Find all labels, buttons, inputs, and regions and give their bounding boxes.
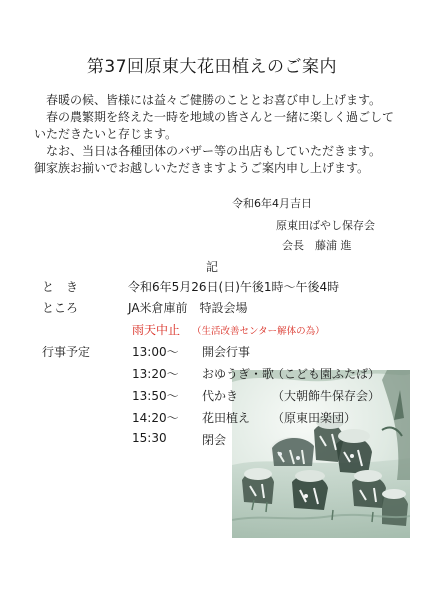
president-name: 会長 藤浦 進 xyxy=(282,239,352,252)
toki-value: 令和6年5月26日(日)午後1時～午後4時 xyxy=(128,280,340,294)
greeting-line-5: 御家族お揃いでお越しいただきますようご案内申し上げます。 xyxy=(34,161,370,175)
toki-label: と き xyxy=(42,280,79,294)
schedule-time: 13:00～ xyxy=(132,345,179,359)
greeting-line-3: いただきたいと存じます。 xyxy=(34,127,178,141)
greeting-paragraph xyxy=(34,92,394,177)
rain-cancel-reason: （生活改善センター解体の為） xyxy=(192,326,325,337)
schedule-time: 15:30 xyxy=(132,431,167,445)
schedule-event: おゆうぎ・歌 xyxy=(202,367,275,381)
schedule-event: 開会行事 xyxy=(202,345,251,359)
organization-name: 原東田ばやし保存会 xyxy=(276,219,375,232)
greeting-line-4: なお、当日は各種団体のバザー等の出店もしていただきます。 xyxy=(46,144,382,158)
schedule-time: 13:20～ xyxy=(132,367,179,381)
schedule-group: （こども園ふたば） xyxy=(272,367,381,381)
schedule-group: （原東田楽団） xyxy=(272,411,357,425)
document-title: 第37回原東大花田植えのご案内 xyxy=(86,57,338,77)
schedule-event: 代かき xyxy=(202,389,239,403)
schedule-time: 13:50～ xyxy=(132,389,179,403)
ki-heading: 記 xyxy=(205,260,218,274)
tokoro-label: ところ xyxy=(42,301,79,315)
schedule-event: 閉会 xyxy=(202,433,227,447)
rain-cancel-note: 雨天中止 xyxy=(132,323,181,337)
schedule-group: （大朝飾牛保存会） xyxy=(272,389,381,403)
greeting-line-2: 春の農繁期を終えた一時を地域の皆さんと一緒に楽しく過ごして xyxy=(46,110,395,124)
issue-date: 令和6年4月吉日 xyxy=(232,197,312,210)
schedule-event: 花田植え xyxy=(202,411,251,425)
tokoro-value: JA米倉庫前 特設会場 xyxy=(128,301,248,315)
schedule-time: 14:20～ xyxy=(132,411,179,425)
schedule-label: 行事予定 xyxy=(42,345,91,359)
greeting-line-1: 春暖の候、皆様には益々ご健勝のこととお喜び申し上げます。 xyxy=(46,93,382,107)
